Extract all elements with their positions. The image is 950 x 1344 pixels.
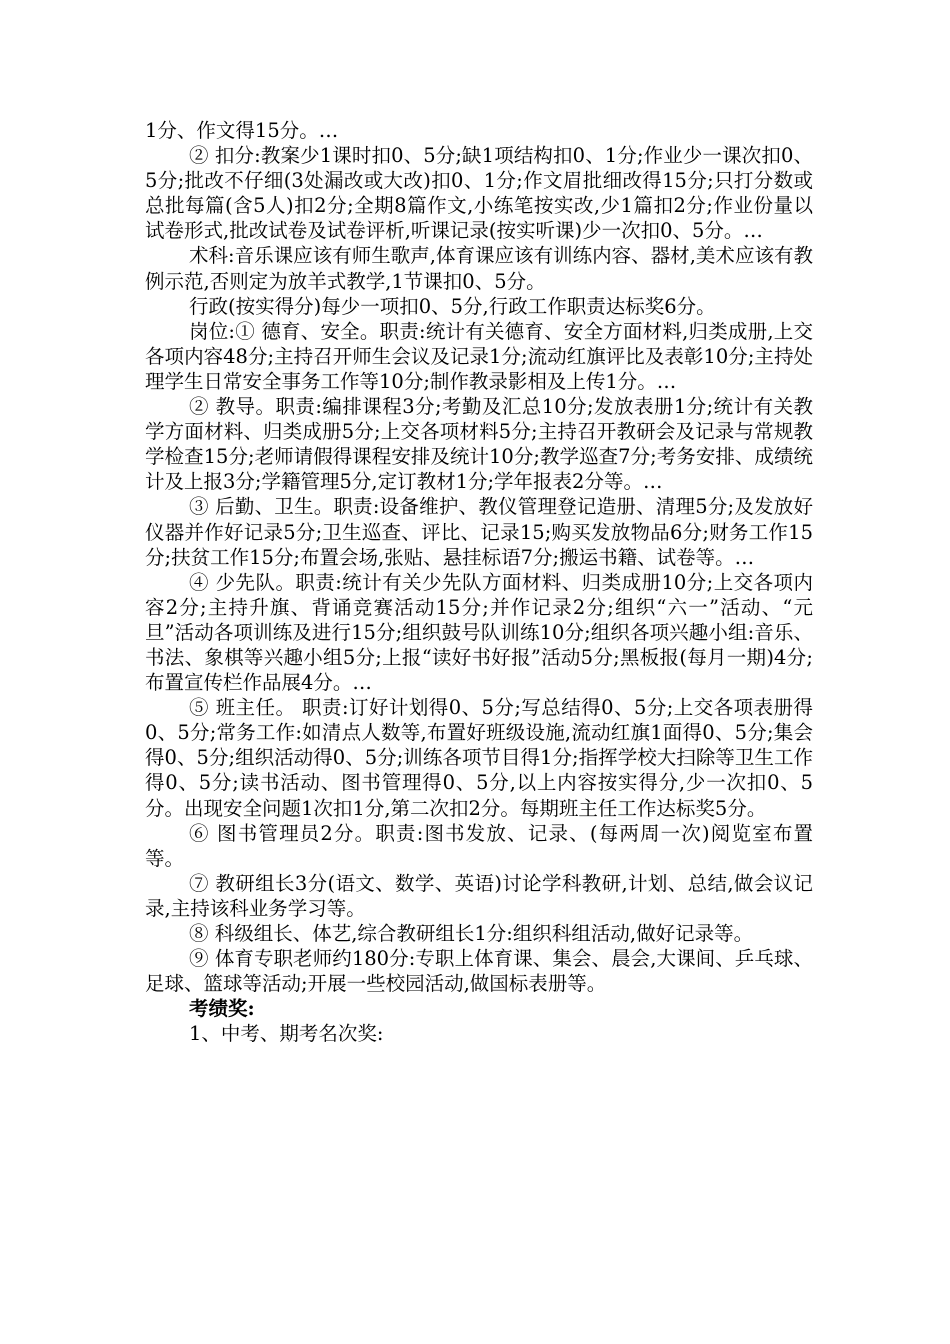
paragraph-post-logistics-hygiene: ③ 后勤、卫生。职责:设备维护、教仪管理登记造册、清理5分;及发放好仪器并作好记录5分;卫生巡查、评比、记录15;购买发放物品6分;财务工作15分;扶贫工作15分;布置会场,张贴、悬挂标语7分;搬运书籍、试卷等。… [145,495,813,569]
paragraph-exam-ranking: 1、中考、期考名次奖: [189,1022,384,1046]
paragraph-post-subject-leader: ⑧ 科级组长、体艺,综合教研组长1分:组织科组活动,做好记录等。 [189,922,754,945]
paragraph-post-librarian: ⑥ 图书管理员2分。职责:图书发放、记录、(每两周一次)阅览室布置等。 [145,821,813,870]
paragraph-post-pe-teacher: ⑨ 体育专职老师约180分:专职上体育课、集会、晨会,大课间、乒乓球、足球、篮球等活动;开展一些校园活动,做国标表册等。 [145,947,813,996]
paragraph-deductions: ② 扣分:教案少1课时扣0、5分;缺1项结构扣0、1分;作业少一课次扣0、5分;批改不仔细(3处漏改或大改)扣0、1分;作文眉批细改得15分;只打分数或总批每篇(含5人)扣2分;全期8篇作文,小练笔按实改,少1篇扣2分;作业份量以试卷形式,批改试卷及试卷评析,听课记录(按实听课)少一次扣0、5分。… [145,144,813,243]
paragraph-continuation: 1分、作文得15分。… [145,119,339,142]
paragraph-administration: 行政(按实得分)每少一项扣0、5分,行政工作职责达标奖6分。 [189,294,716,318]
paragraph-post-research-leader: ⑦ 教研组长3分(语文、数学、英语)讨论学科教研,计划、总结,做会议记录,主持该科业务学习等。 [145,871,813,920]
paragraph-post-academic-affairs: ② 教导。职责:编排课程3分;考勤及汇总10分;发放表册1分;统计有关教学方面材料、归类成册5分;上交各项材料5分;主持召开教研会及记录与常规教学检查15分;老师请假得课程安排及统计10分;教学巡查7分;考务安排、成绩统计及上报3分;学籍管理5分,定订教材1分;学年报表2分等。… [145,395,813,494]
document-body [145,118,813,1046]
paragraph-post-class-teacher: ⑤ 班主任。 职责:订好计划得0、5分;写总结得0、5分;上交各项表册得0、5分;常务工作:如清点人数等,布置好班级设施,流动红旗1面得0、5分;集会得0、5分;组织活动得0、5分;训练各项节目得1分;指挥学校大扫除等卫生工作得0、5分;读书活动、图书管理得0、5分,以上内容按实得分,少一次扣0、5分。出现安全问题1次扣1分,第二次扣2分。每期班主任工作达标奖5分。 [145,696,813,820]
paragraph-arts-subjects: 术科:音乐课应该有师生歌声,体育课应该有训练内容、器材,美术应该有教例示范,否则定为放羊式教学,1节课扣0、5分。 [145,244,813,293]
section-heading: 考绩奖: [189,997,255,1021]
paragraph-post-moral-safety: 岗位:① 德育、安全。职责:统计有关德育、安全方面材料,归类成册,上交各项内容48分;主持召开师生会议及记录1分;流动红旗评比及表彰10分;主持处理学生日常安全事务工作等10分;制作教录影相及上传1分。… [145,319,813,393]
paragraph-post-young-pioneers: ④ 少先队。职责:统计有关少先队方面材料、归类成册10分;上交各项内容2分;主持升旗、背诵竞赛活动15分;并作记录2分;组织“六一”活动、“元旦”活动各项训练及进行15分;组织鼓号队训练10分;组织各项兴趣小组:音乐、书法、象棋等兴趣小组5分;上报“读好书好报”活动5分;黑板报(每月一期)4分;布置宣传栏作品展4分。… [145,570,813,695]
